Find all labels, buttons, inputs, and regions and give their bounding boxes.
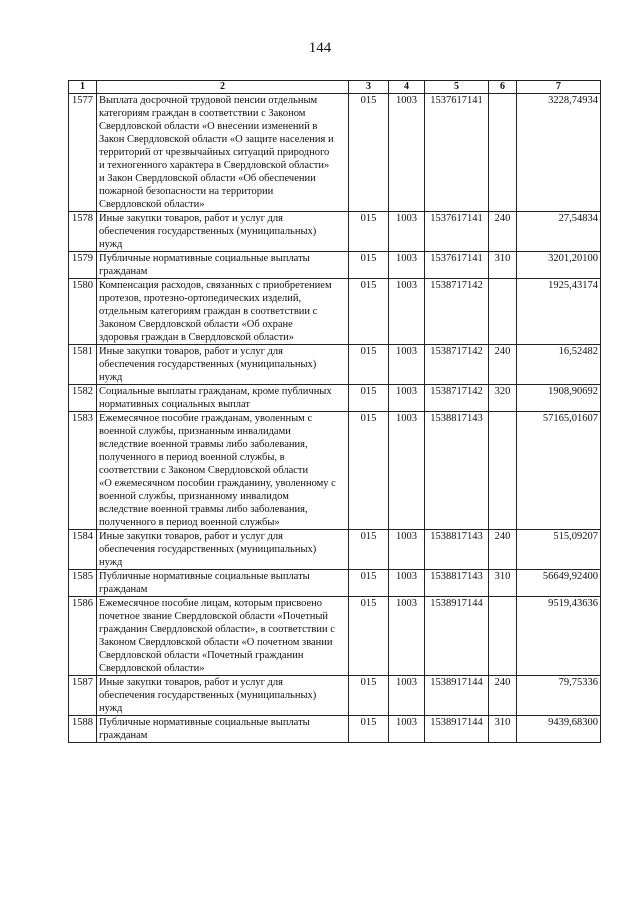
ministry-code-cell: 015 — [349, 94, 389, 212]
item-name-line: Иные закупки товаров, работ и услуг для — [99, 213, 283, 224]
target-article-cell: 1538917144 — [425, 716, 489, 743]
item-name-line: Выплата досрочной трудовой пенсии отдельным — [99, 95, 318, 106]
row-number-cell: 1585 — [69, 570, 97, 597]
table-body — [69, 94, 601, 743]
item-name-line: военной службы, признанному инвалидом — [99, 491, 289, 502]
item-name-line: Публичные нормативные социальные выплаты — [99, 717, 310, 728]
ministry-code-cell: 015 — [349, 676, 389, 716]
item-name-line: вследствие военной травмы либо заболевания, — [99, 439, 308, 450]
section-code-cell: 1003 — [389, 94, 425, 212]
table-row — [69, 94, 601, 212]
table-header-row — [69, 81, 601, 94]
target-article-cell: 1538917144 — [425, 597, 489, 676]
row-number-cell: 1578 — [69, 212, 97, 252]
expense-type-cell — [489, 94, 517, 212]
table-row — [69, 716, 601, 743]
row-number-cell: 1588 — [69, 716, 97, 743]
target-article-cell: 1538717142 — [425, 345, 489, 385]
item-name-line: Свердловской области «О внесении изменений в — [99, 121, 318, 132]
item-name-line: почетное звание Свердловской области «Почетный — [99, 611, 329, 622]
expense-type-cell: 240 — [489, 212, 517, 252]
expense-type-cell: 310 — [489, 716, 517, 743]
table-row — [69, 597, 601, 676]
item-name-cell — [97, 716, 349, 743]
amount-cell: 515,09207 — [517, 530, 601, 570]
row-number-cell: 1587 — [69, 676, 97, 716]
item-name-line: гражданин Свердловской области», в соответствии с — [99, 624, 335, 635]
item-name-line: Ежемесячное пособие лицам, которым присвоено — [99, 598, 323, 609]
ministry-code-cell: 015 — [349, 716, 389, 743]
item-name-line: нормативных социальных выплат — [99, 399, 250, 410]
row-number-cell: 1584 — [69, 530, 97, 570]
item-name-line: Иные закупки товаров, работ и услуг для — [99, 677, 283, 688]
ministry-code-cell: 015 — [349, 345, 389, 385]
item-name-line: обеспечения государственных (муниципальных) — [99, 544, 317, 555]
item-name-line: Закон Свердловской области «О защите населения и — [99, 134, 334, 145]
target-article-cell: 1538817143 — [425, 530, 489, 570]
section-code-cell: 1003 — [389, 279, 425, 345]
item-name-line: Социальные выплаты гражданам, кроме публичных — [99, 386, 332, 397]
section-code-cell: 1003 — [389, 252, 425, 279]
item-name-line: и Закон Свердловской области «Об обеспечении — [99, 173, 316, 184]
amount-cell: 79,75336 — [517, 676, 601, 716]
budget-table — [68, 80, 601, 743]
item-name-line: нужд — [99, 372, 123, 383]
section-code-cell: 1003 — [389, 597, 425, 676]
item-name-line: Ежемесячное пособие гражданам, уволенным с — [99, 413, 313, 424]
table-row — [69, 530, 601, 570]
section-code-cell: 1003 — [389, 345, 425, 385]
amount-cell: 3201,20100 — [517, 252, 601, 279]
ministry-code-cell: 015 — [349, 530, 389, 570]
ministry-code-cell: 015 — [349, 385, 389, 412]
row-number-cell: 1582 — [69, 385, 97, 412]
item-name-line: военной службы, признанным инвалидами — [99, 426, 291, 437]
item-name-cell — [97, 212, 349, 252]
row-number-cell: 1580 — [69, 279, 97, 345]
page-number: 144 — [308, 40, 332, 56]
section-code-cell: 1003 — [389, 716, 425, 743]
row-number-cell: 1581 — [69, 345, 97, 385]
section-code-cell: 1003 — [389, 385, 425, 412]
item-name-line: категориям граждан в соответствии с Законом — [99, 108, 306, 119]
item-name-line: Публичные нормативные социальные выплаты — [99, 253, 310, 264]
table-row — [69, 279, 601, 345]
item-name-line: вследствие военной травмы либо заболевания, — [99, 504, 308, 515]
item-name-line: соответствии с Законом Свердловской области — [99, 465, 309, 476]
item-name-cell — [97, 676, 349, 716]
target-article-cell: 1537617141 — [425, 94, 489, 212]
item-name-line: здоровья граждан в Свердловской области» — [99, 332, 295, 343]
item-name-line: обеспечения государственных (муниципальных) — [99, 226, 317, 237]
amount-cell: 1925,43174 — [517, 279, 601, 345]
item-name-line: Свердловской области «Почетный гражданин — [99, 650, 304, 661]
ministry-code-cell: 015 — [349, 252, 389, 279]
row-number-cell: 1579 — [69, 252, 97, 279]
expense-type-cell — [489, 412, 517, 530]
expense-type-cell: 320 — [489, 385, 517, 412]
section-code-cell: 1003 — [389, 676, 425, 716]
item-name-line: гражданам — [99, 266, 148, 277]
section-code-cell: 1003 — [389, 412, 425, 530]
item-name-line: гражданам — [99, 584, 148, 595]
item-name-cell — [97, 412, 349, 530]
target-article-cell: 1537617141 — [425, 212, 489, 252]
table-row — [69, 212, 601, 252]
item-name-line: Иные закупки товаров, работ и услуг для — [99, 346, 283, 357]
item-name-cell — [97, 597, 349, 676]
target-article-cell: 1538817143 — [425, 570, 489, 597]
item-name-line: гражданам — [99, 730, 148, 741]
header-col-4: 4 — [389, 81, 425, 94]
expense-type-cell: 240 — [489, 676, 517, 716]
expense-type-cell — [489, 279, 517, 345]
item-name-line: Компенсация расходов, связанных с приобретением — [99, 280, 332, 291]
expense-type-cell: 310 — [489, 570, 517, 597]
ministry-code-cell: 015 — [349, 279, 389, 345]
section-code-cell: 1003 — [389, 212, 425, 252]
row-number-cell: 1586 — [69, 597, 97, 676]
item-name-line: территорий от чрезвычайных ситуаций природного — [99, 147, 330, 158]
header-col-5: 5 — [425, 81, 489, 94]
item-name-cell — [97, 279, 349, 345]
target-article-cell: 1538717142 — [425, 279, 489, 345]
item-name-line: обеспечения государственных (муниципальных) — [99, 359, 317, 370]
item-name-cell — [97, 570, 349, 597]
amount-cell: 16,52482 — [517, 345, 601, 385]
item-name-cell — [97, 345, 349, 385]
table-row — [69, 252, 601, 279]
item-name-line: полученного в период военной службы» — [99, 517, 280, 528]
item-name-line: пожарной безопасности на территории — [99, 186, 274, 197]
row-number-cell: 1583 — [69, 412, 97, 530]
amount-cell: 1908,90692 — [517, 385, 601, 412]
item-name-line: полученного в период военной службы, в — [99, 452, 285, 463]
target-article-cell: 1537617141 — [425, 252, 489, 279]
header-col-3: 3 — [349, 81, 389, 94]
header-col-1: 1 — [69, 81, 97, 94]
expense-type-cell: 240 — [489, 530, 517, 570]
item-name-cell — [97, 530, 349, 570]
expense-type-cell — [489, 597, 517, 676]
item-name-cell — [97, 385, 349, 412]
ministry-code-cell: 015 — [349, 412, 389, 530]
expense-type-cell: 240 — [489, 345, 517, 385]
item-name-line: и техногенного характера в Свердловской области» — [99, 160, 330, 171]
ministry-code-cell: 015 — [349, 597, 389, 676]
table-row — [69, 385, 601, 412]
amount-cell: 9519,43636 — [517, 597, 601, 676]
section-code-cell: 1003 — [389, 570, 425, 597]
item-name-line: отдельным категориям граждан в соответствии с — [99, 306, 318, 317]
amount-cell: 9439,68300 — [517, 716, 601, 743]
amount-cell: 56649,92400 — [517, 570, 601, 597]
amount-cell: 3228,74934 — [517, 94, 601, 212]
target-article-cell: 1538917144 — [425, 676, 489, 716]
table-row — [69, 412, 601, 530]
row-number-cell: 1577 — [69, 94, 97, 212]
header-col-7: 7 — [517, 81, 601, 94]
item-name-line: Свердловской области» — [99, 663, 205, 674]
target-article-cell: 1538717142 — [425, 385, 489, 412]
item-name-line: обеспечения государственных (муниципальных) — [99, 690, 317, 701]
item-name-line: Публичные нормативные социальные выплаты — [99, 571, 310, 582]
table-row — [69, 676, 601, 716]
target-article-cell: 1538817143 — [425, 412, 489, 530]
item-name-line: Свердловской области» — [99, 199, 205, 210]
item-name-line: нужд — [99, 239, 123, 250]
item-name-line: Иные закупки товаров, работ и услуг для — [99, 531, 283, 542]
item-name-cell — [97, 252, 349, 279]
header-col-2: 2 — [97, 81, 349, 94]
section-code-cell: 1003 — [389, 530, 425, 570]
item-name-line: протезов, протезно-ортопедических изделий, — [99, 293, 302, 304]
item-name-cell — [97, 94, 349, 212]
item-name-line: Законом Свердловской области «Об охране — [99, 319, 293, 330]
header-col-6: 6 — [489, 81, 517, 94]
ministry-code-cell: 015 — [349, 212, 389, 252]
table-row — [69, 345, 601, 385]
expense-type-cell: 310 — [489, 252, 517, 279]
item-name-line: нужд — [99, 557, 123, 568]
amount-cell: 57165,01607 — [517, 412, 601, 530]
amount-cell: 27,54834 — [517, 212, 601, 252]
item-name-line: «О ежемесячном пособии гражданину, уволенному с — [99, 478, 336, 489]
ministry-code-cell: 015 — [349, 570, 389, 597]
item-name-line: Законом Свердловской области «О почетном звании — [99, 637, 333, 648]
item-name-line: нужд — [99, 703, 123, 714]
table-row — [69, 570, 601, 597]
